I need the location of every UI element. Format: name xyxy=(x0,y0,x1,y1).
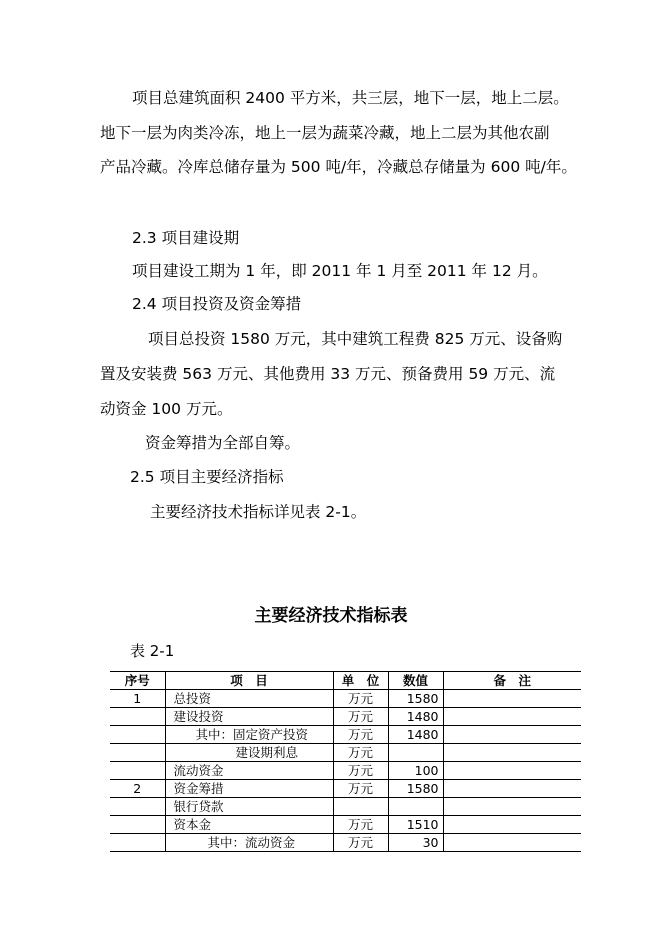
cell-item: 资金筹措 xyxy=(165,780,333,798)
cell-unit: 万元 xyxy=(333,834,388,852)
cell-value: 100 xyxy=(388,762,443,780)
cell-value: 1580 xyxy=(388,780,443,798)
cell-no: 1 xyxy=(110,690,165,708)
cell-value xyxy=(388,744,443,762)
cell-note xyxy=(443,816,581,834)
cell-note xyxy=(443,780,581,798)
cell-unit xyxy=(333,798,388,816)
table-header-row xyxy=(110,672,581,690)
header-value: 数值 xyxy=(388,672,443,690)
cell-unit: 万元 xyxy=(333,708,388,726)
table-caption: 表 2-1 xyxy=(130,642,175,660)
cell-no xyxy=(110,834,165,852)
paragraph-line: 置及安装费 563 万元、其他费用 33 万元、预备费用 59 万元、流 xyxy=(100,365,556,383)
table-row xyxy=(110,780,581,798)
cell-value: 1480 xyxy=(388,708,443,726)
section-heading: 2.3 项目建设期 xyxy=(132,229,240,247)
cell-unit: 万元 xyxy=(333,762,388,780)
cell-no xyxy=(110,762,165,780)
cell-item: 其中：流动资金 xyxy=(165,834,333,852)
table-row xyxy=(110,816,581,834)
paragraph-line: 产品冷藏。冷库总储存量为 500 吨/年，冷藏总存储量为 600 吨/年。 xyxy=(100,158,577,176)
table-row xyxy=(110,762,581,780)
header-unit: 单 位 xyxy=(333,672,388,690)
cell-item: 总投资 xyxy=(165,690,333,708)
cell-item: 流动资金 xyxy=(165,762,333,780)
section-heading: 2.4 项目投资及资金筹措 xyxy=(132,295,302,313)
cell-item: 其中：固定资产投资 xyxy=(165,726,333,744)
cell-no xyxy=(110,798,165,816)
cell-unit: 万元 xyxy=(333,780,388,798)
cell-note xyxy=(443,726,581,744)
cell-item: 银行贷款 xyxy=(165,798,333,816)
cell-no xyxy=(110,726,165,744)
cell-note xyxy=(443,744,581,762)
cell-note xyxy=(443,762,581,780)
cell-value: 30 xyxy=(388,834,443,852)
cell-value xyxy=(388,798,443,816)
cell-unit: 万元 xyxy=(333,744,388,762)
paragraph-line: 项目总投资 1580 万元，其中建筑工程费 825 万元、设备购 xyxy=(148,330,563,348)
cell-item: 建设期利息 xyxy=(165,744,333,762)
cell-no xyxy=(110,816,165,834)
paragraph-line: 动资金 100 万元。 xyxy=(100,400,233,418)
cell-unit: 万元 xyxy=(333,690,388,708)
paragraph-line: 资金筹措为全部自筹。 xyxy=(145,434,301,452)
table-row xyxy=(110,744,581,762)
cell-no xyxy=(110,744,165,762)
cell-note xyxy=(443,708,581,726)
section-heading: 2.5 项目主要经济指标 xyxy=(130,468,284,486)
cell-value: 1510 xyxy=(388,816,443,834)
indicator-table xyxy=(110,671,581,852)
table-row xyxy=(110,834,581,852)
paragraph-line: 项目建设工期为 1 年，即 2011 年 1 月至 2011 年 12 月。 xyxy=(132,262,548,280)
table-row xyxy=(110,708,581,726)
header-item: 项 目 xyxy=(165,672,333,690)
table-row xyxy=(110,690,581,708)
paragraph-line: 主要经济技术指标详见表 2-1。 xyxy=(150,503,367,521)
cell-note xyxy=(443,690,581,708)
paragraph-line: 地下一层为肉类冷冻，地上一层为蔬菜冷藏，地上二层为其他农副 xyxy=(100,124,550,142)
cell-unit: 万元 xyxy=(333,816,388,834)
header-note: 备 注 xyxy=(443,672,581,690)
cell-note xyxy=(443,834,581,852)
cell-unit: 万元 xyxy=(333,726,388,744)
paragraph-line: 项目总建筑面积 2400 平方米，共三层，地下一层，地上二层。 xyxy=(132,89,569,107)
cell-item: 建设投资 xyxy=(165,708,333,726)
table-row xyxy=(110,726,581,744)
table-row xyxy=(110,798,581,816)
cell-note xyxy=(443,798,581,816)
table-title: 主要经济技术指标表 xyxy=(254,606,408,626)
cell-value: 1480 xyxy=(388,726,443,744)
header-no: 序号 xyxy=(110,672,165,690)
cell-no: 2 xyxy=(110,780,165,798)
cell-value: 1580 xyxy=(388,690,443,708)
cell-item: 资本金 xyxy=(165,816,333,834)
cell-no xyxy=(110,708,165,726)
